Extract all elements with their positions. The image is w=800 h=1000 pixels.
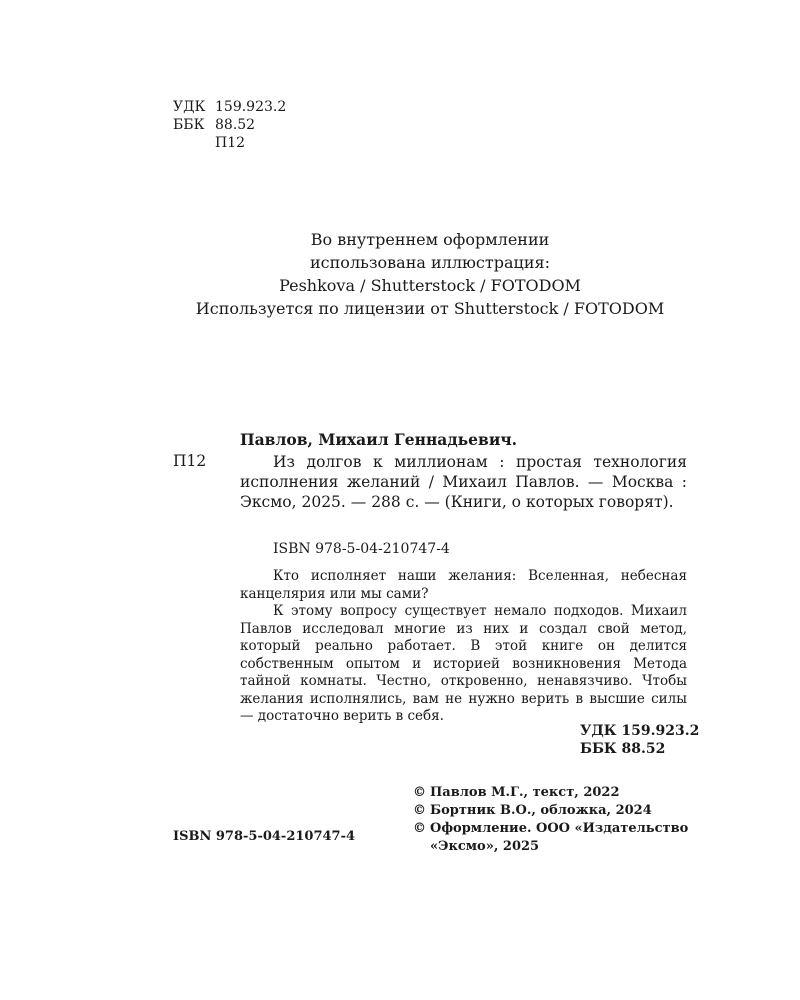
- credit-line: использована иллюстрация:: [310, 253, 550, 272]
- copyright-sign: ©: [413, 821, 426, 836]
- isbn-bottom: ISBN 978-5-04-210747-4: [173, 829, 356, 844]
- copyright-text: Бортник В.О., обложка, 2024: [430, 803, 652, 818]
- catalog-author-mark: П12: [173, 452, 207, 470]
- bbk-value: 88.52: [215, 117, 256, 133]
- bbk-bold: ББК 88.52: [580, 741, 666, 757]
- copyright-text: Оформление. ООО «Издательство: [430, 821, 689, 836]
- author-mark-row: [173, 134, 286, 152]
- copyright-line: [413, 784, 713, 802]
- illustration-credits: [0, 228, 800, 320]
- classification-block: [173, 98, 286, 152]
- catalog-description: Из долгов к миллионам : простая технология исполнения желаний / Михаил Павлов. — Москва : Эксмо, 2025. — 288 с. — (Книги, о которых говорят).: [240, 453, 687, 511]
- copyright-sign: ©: [413, 785, 426, 800]
- catalog-isbn: ISBN 978-5-04-210747-4: [273, 541, 450, 557]
- udk-label: УДК: [173, 99, 206, 115]
- catalog-author-heading: Павлов, Михаил Геннадьевич.: [240, 430, 518, 449]
- annotation-paragraph: Кто исполняет наши желания: Вселенная, небесная канцелярия или мы сами?: [240, 568, 687, 602]
- annotation-paragraph: К этому вопросу существует немало подходов. Михаил Павлов исследовал многие из них и создал свой метод, который реально работает. В этой книге он делится собственным опытом и историей возникновения Метода тайной комнаты. Честно, откровенно, ненавязчиво. Чтобы желания исполнялись, вам не нужно верить в высшие силы — достаточно верить в себя.: [240, 603, 687, 724]
- udk-row: [173, 98, 286, 116]
- copyright-continuation: «Эксмо», 2025: [430, 839, 540, 854]
- credit-line: Peshkova / Shutterstock / FOTODOM: [279, 276, 581, 295]
- credit-line: Во внутреннем оформлении: [310, 230, 550, 249]
- author-mark: П12: [215, 135, 246, 151]
- credit-line: Используется по лицензии от Shutterstock / FOTODOM: [195, 299, 665, 318]
- udk-bbk-bold: [580, 722, 699, 758]
- copyright-block: [413, 784, 713, 856]
- udk-value: 159.923.2: [215, 99, 287, 115]
- annotation: [240, 568, 687, 726]
- copyright-line: [413, 802, 713, 820]
- bbk-label: ББК: [173, 117, 205, 133]
- udk-bold: УДК 159.923.2: [580, 723, 700, 739]
- copyright-line: [413, 820, 713, 838]
- bbk-row: [173, 116, 286, 134]
- copyright-text: Павлов М.Г., текст, 2022: [430, 785, 620, 800]
- copyright-sign: ©: [413, 803, 426, 818]
